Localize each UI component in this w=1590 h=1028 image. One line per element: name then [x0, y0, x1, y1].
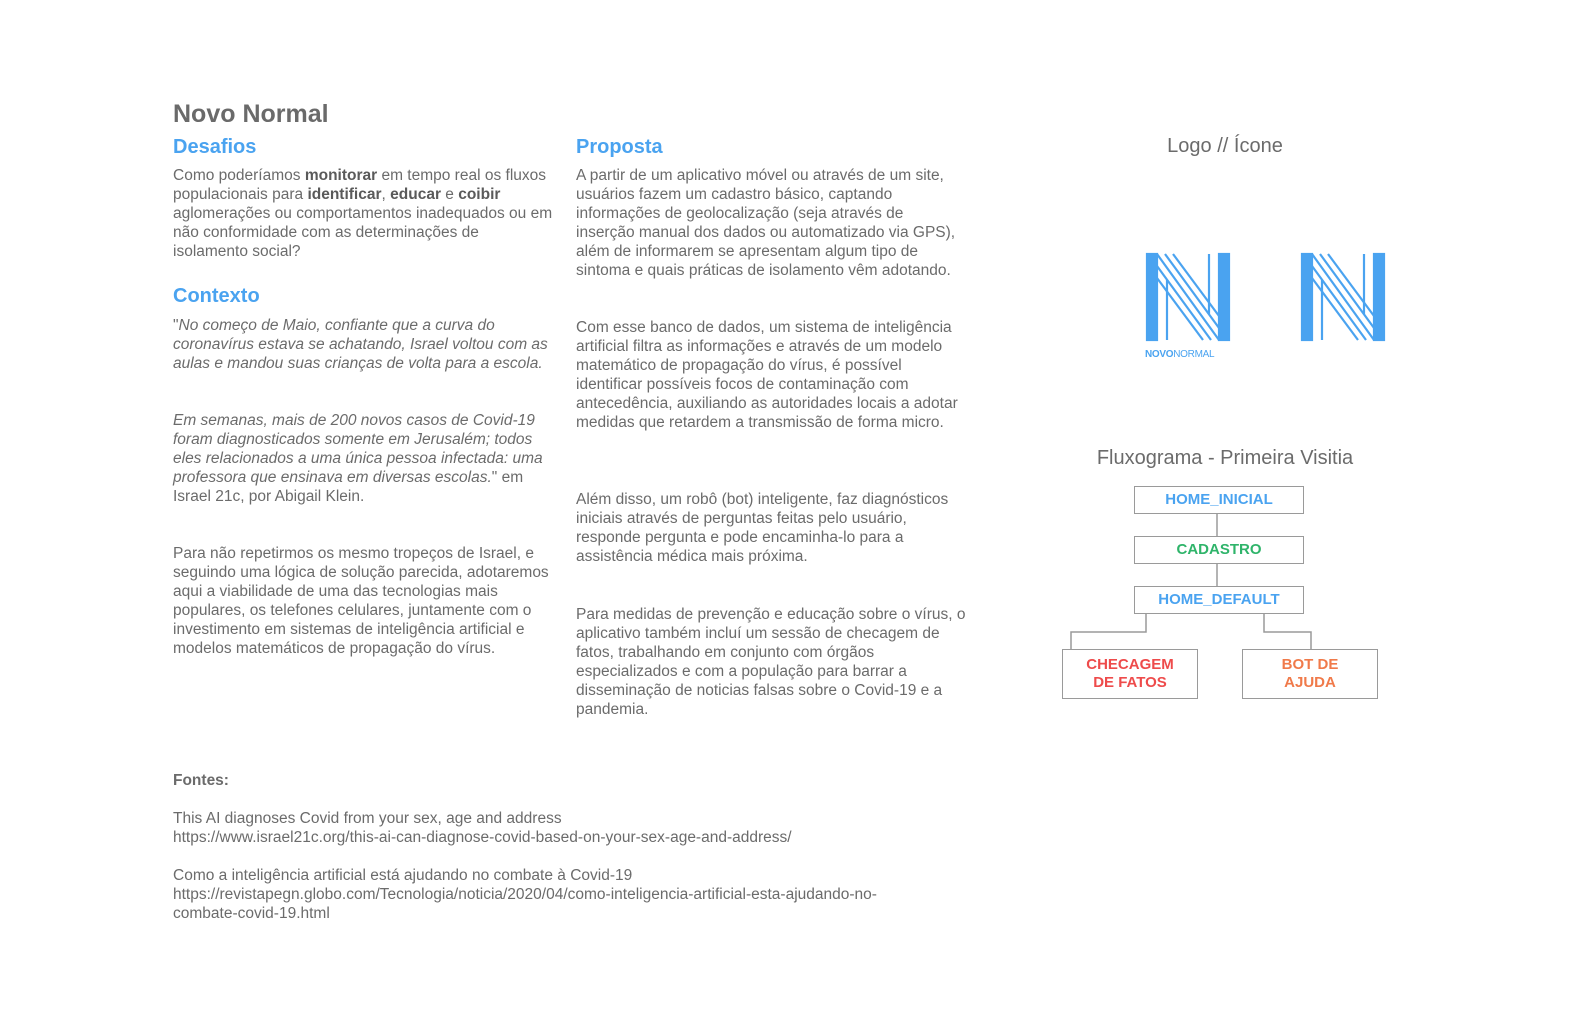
flow-node-cadastro: CADASTRO [1134, 536, 1304, 564]
logo-heading: Logo // Ícone [1167, 135, 1283, 157]
proposta-paragraph-2: Com esse banco de dados, um sistema de inteligência artificial filtra as informações e através de um modelo matemático de propagação do vírus, é possível identificar possíveis focos de contaminação com antecedência, auxiliando as autoridades locais a adotar medidas que retardem a transmissão de forma micro. [576, 319, 958, 431]
proposta-heading: Proposta [576, 136, 663, 158]
fonte-2-title: Como a inteligência artificial está ajudando no combate à Covid-19 [173, 867, 633, 884]
flow-node-checagem: CHECAGEM DE FATOS [1062, 649, 1198, 699]
desafios-text: Como poderíamos monitorar em tempo real os fluxos populacionais para identificar, educar e coibir aglomerações ou comportamentos inadequados ou em não conformidade com as determinações de isolamento social? [173, 167, 553, 260]
flow-node-home-inicial: HOME_INICIAL [1134, 486, 1304, 514]
fonte-1-url[interactable]: https://www.israel21c.org/this-ai-can-diagnose-covid-based-on-your-sex-age-and-address/ [173, 829, 792, 846]
connector-default-bot [1264, 614, 1311, 649]
fonte-1-title: This AI diagnoses Covid from your sex, age and address [173, 810, 562, 827]
flow-heading: Fluxograma - Primeira Visitia [1096, 447, 1354, 469]
flow-node-home-default: HOME_DEFAULT [1134, 586, 1304, 614]
proposta-paragraph-3: Além disso, um robô (bot) inteligente, faz diagnósticos iniciais através de perguntas feitas pelo usuário, responde pergunta e pode encaminha-lo para a assistência médica mais próxima. [576, 491, 949, 565]
contexto-heading: Contexto [173, 285, 260, 307]
contexto-paragraph: Para não repetirmos os mesmo tropeços de Israel, e seguindo uma lógica de solução parecida, adotaremos aqui a viabilidade de uma das tecnologias mais populares, os telefones celulares, juntamente com o investimento em sistemas de inteligência artificial e modelos matemáticos de propagação do vírus. [173, 545, 549, 657]
flow-node-bot: BOT DE AJUDA [1242, 649, 1378, 699]
proposta-paragraph-1: A partir de um aplicativo móvel ou através de um site, usuários fazem um cadastro básico, captando informações de geolocalização (seja através de inserção manual dos dados ou automatizado via GPS), além de informarem se apresentam algum tipo de sintoma e quais práticas de isolamento vêm adotando. [576, 167, 956, 279]
fontes-label: Fontes: [173, 772, 229, 789]
page-title: Novo Normal [173, 100, 329, 128]
contexto-quote-p2: Em semanas, mais de 200 novos casos de Covid-19 foram diagnosticados somente em Jerusalém; todos eles relacionados a uma única pessoa infectada: uma professora que ensinava em diversas escolas." em Israel 21c, por Abigail Klein. [173, 412, 543, 505]
contexto-quote-p1: "No começo de Maio, confiante que a curva do coronavírus estava se achatando, Israel voltou com as aulas e mandou suas crianças de volta para a escola. [173, 317, 548, 372]
desafios-heading: Desafios [173, 136, 257, 158]
fonte-2-url[interactable]: https://revistapegn.globo.com/Tecnologia/noticia/2020/04/como-inteligencia-artificial-esta-ajudando-no-combate-covid-19.html [173, 886, 877, 922]
logo-wordmark: NOVONORMAL [1145, 349, 1215, 360]
connector-default-checagem [1071, 614, 1146, 649]
proposta-paragraph-4: Para medidas de prevenção e educação sobre o vírus, o aplicativo também incluí um sessão de checagem de fatos, trabalhando em conjunto com órgãos especializados e com a população para barrar a disseminação de noticias falsas sobre o Covid-19 e a pandemia. [576, 606, 966, 718]
